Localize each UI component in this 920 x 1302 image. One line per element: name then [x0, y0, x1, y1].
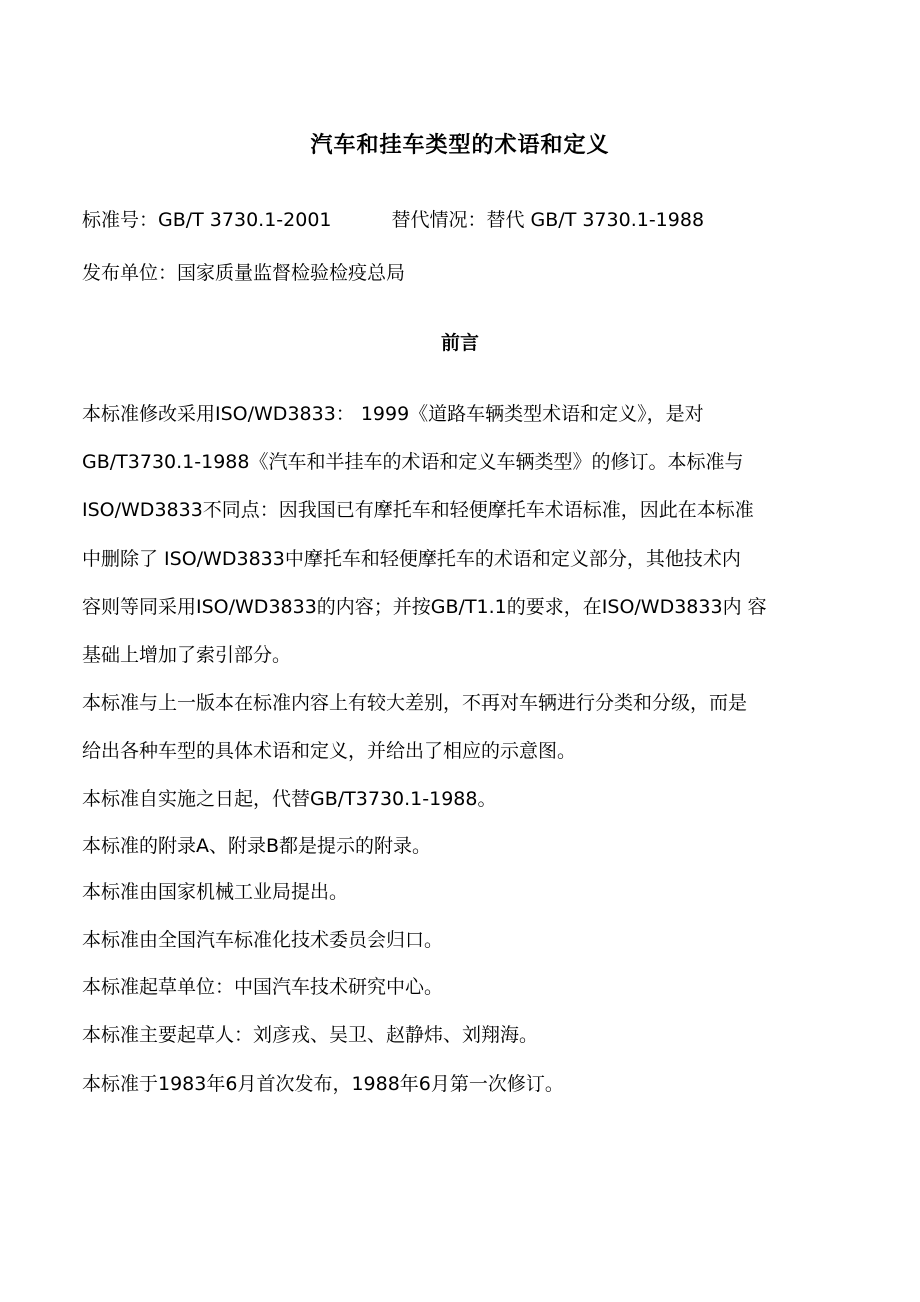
body-line-12: 本标准由全国汽车标准化技术委员会归口。: [82, 929, 444, 951]
body-line-2: GB/T3730.1-1988《汽车和半挂车的术语和定义车辆类型》的修订。本标准与: [82, 451, 744, 473]
body-line-13: 本标准起草单位：中国汽车技术研究中心。: [82, 976, 444, 998]
body-line-3: ISO/WD3833不同点：因我国已有摩托车和轻便摩托车术语标准，因此在本标准: [82, 499, 754, 521]
body-line-6: 基础上增加了索引部分。: [82, 644, 292, 666]
body-line-8: 给出各种车型的具体术语和定义，并给出了相应的示意图。: [82, 740, 577, 762]
body-line-7: 本标准与上一版本在标准内容上有较大差别，不再对车辆进行分类和分级，而是: [82, 692, 748, 714]
body-line-5: 容则等同采用ISO/WD3833的内容；并按GB/T1.1的要求，在ISO/WD3833内 容: [82, 596, 767, 618]
standard-info-row: [82, 205, 704, 232]
preface-heading: 前言: [440, 332, 479, 354]
replacement-info: 替代情况：替代 GB/T 3730.1-1988: [391, 209, 705, 231]
document-title: 汽车和挂车类型的术语和定义: [310, 133, 610, 158]
body-line-14: 本标准主要起草人：刘彦戎、吴卫、赵静炜、刘翔海。: [82, 1024, 539, 1046]
body-line-4: 中删除了 ISO/WD3833中摩托车和轻便摩托车的术语和定义部分，其他技术内: [82, 548, 741, 570]
body-line-1: 本标准修改采用ISO/WD3833： 1999《道路车辆类型术语和定义》，是对: [82, 403, 704, 425]
issuer-line: 发布单位：国家质量监督检验检疫总局: [82, 262, 406, 284]
standard-number: 标准号：GB/T 3730.1-2001: [82, 209, 332, 231]
body-line-15: 本标准于1983年6月首次发布，1988年6月第一次修订。: [82, 1073, 564, 1095]
body-line-9: 本标准自实施之日起，代替GB/T3730.1-1988。: [82, 788, 497, 810]
body-line-10: 本标准的附录A、附录B都是提示的附录。: [82, 835, 432, 857]
body-line-11: 本标准由国家机械工业局提出。: [82, 881, 349, 903]
